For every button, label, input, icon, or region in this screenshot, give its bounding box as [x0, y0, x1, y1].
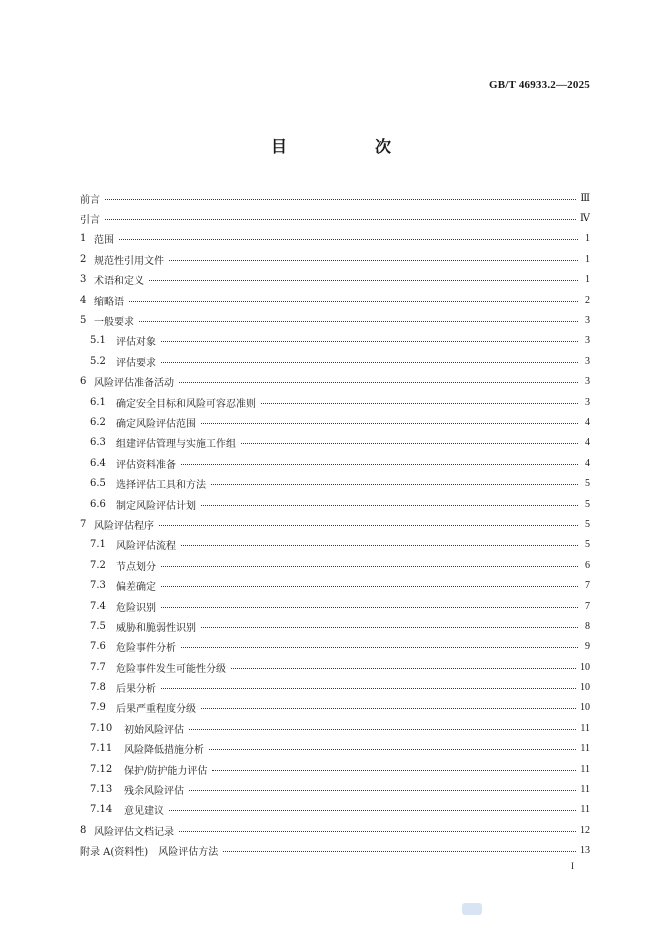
- toc-entry-title: 初始风险评估: [124, 724, 184, 736]
- toc-entry: [80, 208, 590, 228]
- toc-entry-number: 7.5: [90, 620, 106, 632]
- toc-dot-leader: [181, 647, 578, 648]
- toc-dot-leader: [201, 505, 578, 506]
- toc-entry: [80, 841, 590, 861]
- toc-entry-number: 7: [80, 518, 87, 530]
- toc-entry-number: 7.8: [90, 682, 106, 694]
- toc-entry-title: 制定风险评估计划: [116, 500, 196, 512]
- toc-entry: [80, 351, 590, 371]
- toc-entry-page: 7: [585, 600, 590, 612]
- toc-entry-number: 4: [80, 294, 87, 306]
- watermark-stamp-icon: [462, 903, 482, 915]
- toc-entry: [80, 331, 590, 351]
- toc-entry-title: 选择评估工具和方法: [116, 480, 206, 492]
- toc-dot-leader: [159, 525, 578, 526]
- toc-entry-title: 评估对象: [116, 337, 156, 349]
- toc-entry-number: 7.13: [90, 784, 113, 796]
- toc-entry-page: 5: [585, 539, 590, 551]
- toc-entry: [80, 535, 590, 555]
- toc-entry-title: 风险评估程序: [94, 520, 154, 532]
- toc-entry-number: 7.7: [90, 661, 106, 673]
- toc-entry-title: 意见建议: [124, 806, 164, 818]
- toc-entry-number: 6: [80, 376, 87, 388]
- toc-dot-leader: [181, 545, 578, 546]
- toc-entry-title: 残余风险评估: [124, 786, 184, 798]
- toc-entry: [80, 616, 590, 636]
- toc-entry-page: 7: [585, 580, 590, 592]
- toc-entry-title: 威胁和脆弱性识别: [116, 622, 196, 634]
- standard-code: GB/T 46933.2—2025: [489, 79, 590, 91]
- toc-entry-title: 危险事件发生可能性分级: [116, 663, 226, 675]
- toc-entry-number: 7.9: [90, 702, 106, 714]
- page-number: I: [571, 861, 574, 871]
- toc-dot-leader: [223, 851, 576, 852]
- toc-entry-title: 缩略语: [94, 296, 124, 308]
- toc-entry-title: 范围: [94, 235, 114, 247]
- toc-entry: [80, 820, 590, 840]
- toc-entry-title: 风险降低措施分析: [124, 745, 204, 757]
- toc-entry: [80, 800, 590, 820]
- toc-entry-number: 6.5: [90, 478, 106, 490]
- toc-entry: [80, 392, 590, 412]
- toc-entry-page: 10: [580, 702, 590, 714]
- toc-dot-leader: [139, 321, 578, 322]
- toc-entry: [80, 677, 590, 697]
- toc-entry-number: 7.3: [90, 580, 106, 592]
- toc-entry-number: 7.4: [90, 600, 106, 612]
- toc-dot-leader: [169, 260, 578, 261]
- toc-entry-number: 7.2: [90, 559, 106, 571]
- toc-entry-page: 1: [585, 233, 590, 245]
- toc-entry-page: 5: [585, 478, 590, 490]
- toc-entry-number: 7.12: [90, 763, 113, 775]
- toc-entry: [80, 473, 590, 493]
- toc-entry-page: 10: [580, 682, 590, 694]
- toc-entry-page: 6: [585, 559, 590, 571]
- toc-entry: [80, 657, 590, 677]
- toc-dot-leader: [161, 607, 578, 608]
- toc-dot-leader: [179, 382, 578, 383]
- toc-entry-page: 1: [585, 253, 590, 265]
- toc-entry-page: 11: [580, 763, 590, 775]
- toc-entry-page: Ⅳ: [580, 213, 590, 225]
- toc-dot-leader: [161, 362, 578, 363]
- toc-entry-number: 1: [80, 233, 87, 245]
- toc-entry-number: 6.6: [90, 498, 106, 510]
- toc-entry-number: 7.14: [90, 804, 113, 816]
- toc-dot-leader: [181, 464, 578, 465]
- toc-entry: [80, 270, 590, 290]
- toc-entry: [80, 718, 590, 738]
- toc-entry-number: 8: [80, 824, 87, 836]
- toc-entry: [80, 596, 590, 616]
- toc-entry: [80, 494, 590, 514]
- toc-entry: [80, 739, 590, 759]
- toc-dot-leader: [161, 566, 578, 567]
- toc-entry-title: 引言: [80, 215, 100, 227]
- toc-entry-number: 5.2: [90, 355, 106, 367]
- toc-entry-number: 3: [80, 274, 87, 286]
- toc-entry-title: 风险评估流程: [116, 541, 176, 553]
- toc-entry-title: 确定风险评估范围: [116, 418, 196, 430]
- toc-entry-page: 3: [585, 315, 590, 327]
- toc-entry-page: 3: [585, 396, 590, 408]
- toc-entry-page: 11: [580, 804, 590, 816]
- toc-entry-title: 评估资料准备: [116, 459, 176, 471]
- toc-entry-title: 规范性引用文件: [94, 255, 164, 267]
- toc-entry-page: 11: [580, 784, 590, 796]
- toc-entry-number: 6.4: [90, 457, 106, 469]
- toc-dot-leader: [179, 831, 576, 832]
- toc-entry: [80, 249, 590, 269]
- toc-dot-leader: [211, 484, 578, 485]
- toc-entry-title: 风险评估准备活动: [94, 378, 174, 390]
- toc-dot-leader: [201, 423, 578, 424]
- toc-entry-page: 2: [585, 294, 590, 306]
- toc-entry: [80, 555, 590, 575]
- toc-dot-leader: [201, 627, 578, 628]
- toc-entry-number: 7.10: [90, 722, 113, 734]
- toc-entry: [80, 372, 590, 392]
- toc-entry-number: 6.1: [90, 396, 106, 408]
- toc-entry-title: 风险评估文档记录: [94, 826, 174, 838]
- toc-entry-number: 2: [80, 253, 87, 265]
- toc-entry-title: 后果分析: [116, 684, 156, 696]
- toc-entry-title: 确定安全目标和风险可容忍准则: [116, 398, 256, 410]
- toc-entry-page: 13: [580, 845, 590, 857]
- toc-entry-page: 3: [585, 376, 590, 388]
- toc-entry: [80, 229, 590, 249]
- toc-entry-number: 5: [80, 315, 87, 327]
- toc-entry-page: 4: [585, 457, 590, 469]
- toc-entry-title: 术语和定义: [94, 276, 144, 288]
- toc-dot-leader: [161, 341, 578, 342]
- toc-entry: [80, 575, 590, 595]
- toc-entry-page: Ⅲ: [580, 192, 590, 204]
- toc-entry-page: 4: [585, 437, 590, 449]
- toc-entry-number: 7.6: [90, 641, 106, 653]
- toc-entry-title: 节点划分: [116, 561, 156, 573]
- toc-dot-leader: [261, 403, 578, 404]
- toc-dot-leader: [241, 443, 578, 444]
- toc-entry-page: 11: [580, 722, 590, 734]
- toc-entry-page: 9: [585, 641, 590, 653]
- toc-title: 目 次: [270, 137, 427, 156]
- toc-entry-title: 组建评估管理与实施工作组: [116, 439, 236, 451]
- toc-entry: [80, 759, 590, 779]
- toc-dot-leader: [105, 199, 576, 200]
- toc-entry-title: 后果严重程度分级: [116, 704, 196, 716]
- toc-dot-leader: [201, 708, 576, 709]
- toc-entry-title: 偏差确定: [116, 582, 156, 594]
- toc-entry-number: 7.1: [90, 539, 106, 551]
- toc-dot-leader: [212, 770, 576, 771]
- toc-entry-page: 11: [580, 743, 590, 755]
- toc-dot-leader: [149, 280, 578, 281]
- toc-dot-leader: [161, 688, 576, 689]
- toc-entry-number: 6.2: [90, 416, 106, 428]
- toc-entry-page: 10: [580, 661, 590, 673]
- toc-dot-leader: [189, 790, 576, 791]
- toc-entry: [80, 188, 590, 208]
- toc-entry-page: 12: [580, 824, 590, 836]
- toc-dot-leader: [169, 810, 576, 811]
- toc-entry-title: 前言: [80, 194, 100, 206]
- toc-entry-page: 4: [585, 416, 590, 428]
- toc-entry: [80, 698, 590, 718]
- toc-entry: [80, 290, 590, 310]
- toc-entry-number: 5.1: [90, 335, 106, 347]
- toc-entry: [80, 433, 590, 453]
- table-of-contents: [80, 188, 590, 861]
- toc-entry: [80, 412, 590, 432]
- toc-dot-leader: [161, 586, 578, 587]
- toc-entry-title: 危险识别: [116, 602, 156, 614]
- toc-entry-title: 危险事件分析: [116, 643, 176, 655]
- toc-entry-title: 一般要求: [94, 317, 134, 329]
- toc-entry: [80, 310, 590, 330]
- toc-entry: [80, 514, 590, 534]
- toc-entry: [80, 637, 590, 657]
- toc-dot-leader: [189, 729, 576, 730]
- toc-entry-title: 评估要求: [116, 357, 156, 369]
- toc-entry-page: 3: [585, 335, 590, 347]
- toc-dot-leader: [119, 239, 578, 240]
- toc-entry-number: 6.3: [90, 437, 106, 449]
- toc-entry-number: 7.11: [90, 743, 113, 755]
- toc-entry-title: 保护/防护能力评估: [124, 765, 208, 777]
- toc-entry-page: 5: [585, 518, 590, 530]
- toc-dot-leader: [231, 668, 576, 669]
- toc-entry-page: 1: [585, 274, 590, 286]
- toc-entry-page: 3: [585, 355, 590, 367]
- toc-entry-page: 8: [585, 620, 590, 632]
- toc-dot-leader: [129, 301, 578, 302]
- toc-dot-leader: [105, 219, 576, 220]
- toc-entry: [80, 453, 590, 473]
- toc-entry: [80, 779, 590, 799]
- toc-dot-leader: [209, 749, 576, 750]
- toc-entry-page: 5: [585, 498, 590, 510]
- toc-entry-title: 附录 A(资料性) 风险评估方法: [80, 847, 219, 859]
